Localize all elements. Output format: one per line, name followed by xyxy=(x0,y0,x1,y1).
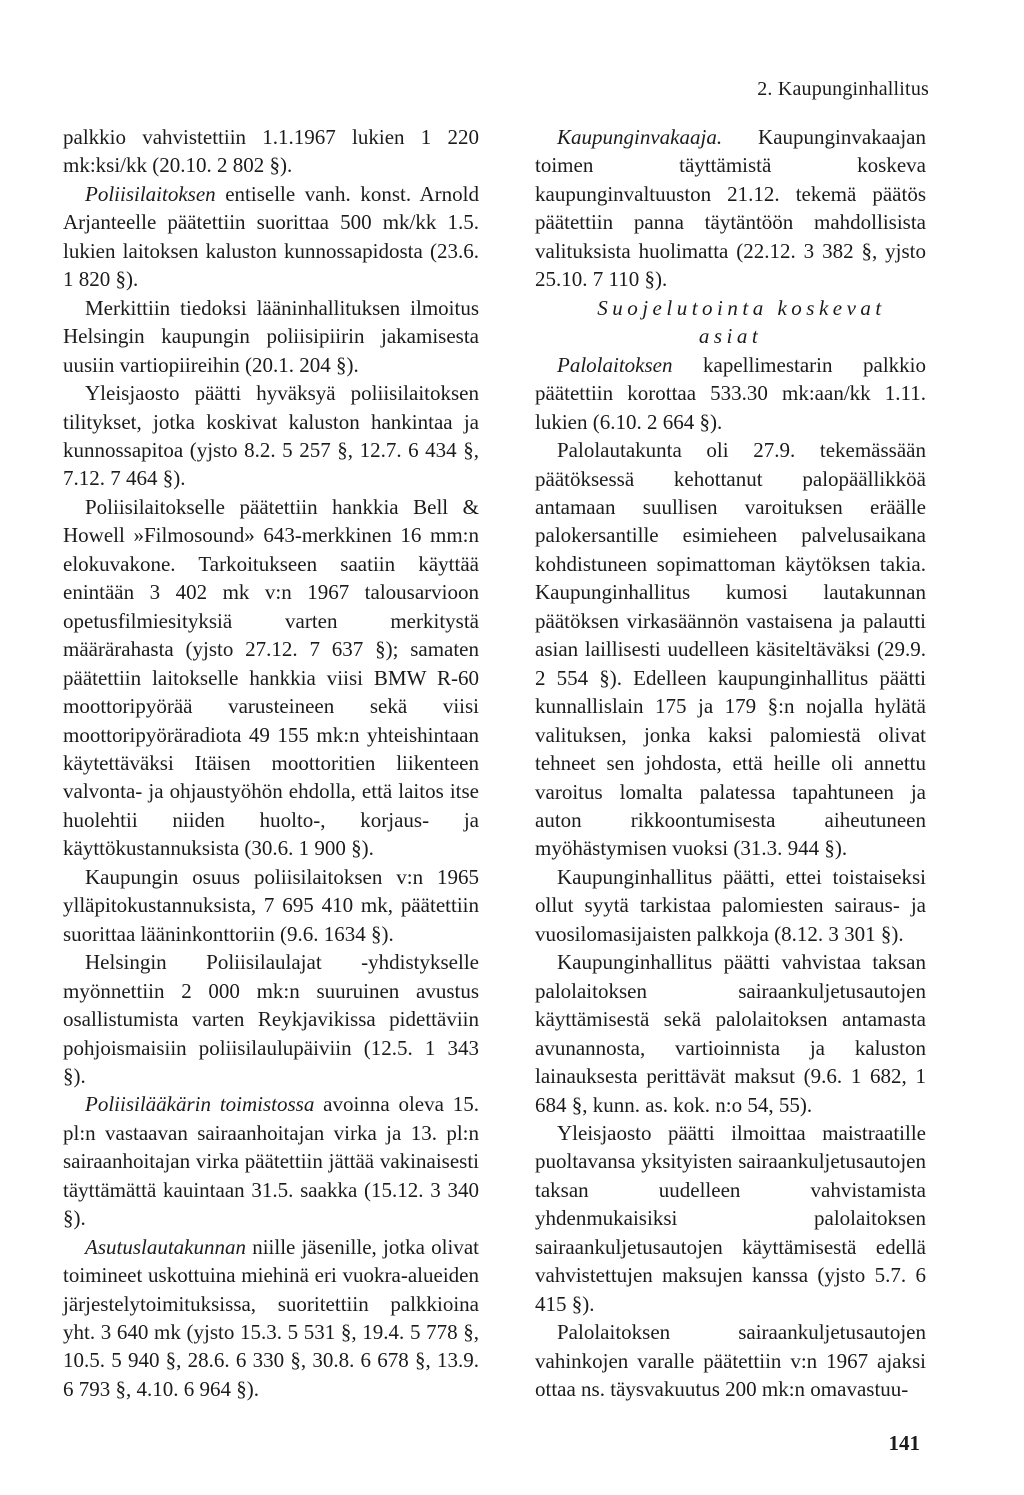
paragraph-lead: Palolaitoksen xyxy=(557,352,673,377)
paragraph xyxy=(535,123,926,294)
paragraph-text: avoinna oleva 15. pl:n vastaavan sairaanhoitajan virka ja 13. pl:n sairaanhoitajan virka päätettiin jättää vakinaisesti täyttämättä kauintaan 31.5. saakka (15.12. 3 340 §). xyxy=(63,1092,479,1231)
paragraph-lead: Asutuslautakunnan xyxy=(85,1234,246,1259)
paragraph-text: kapellimestarin palkkio päätettiin korottaa 533.30 mk:aan/kk 1.11. lukien (6.10. 2 664 §). xyxy=(535,352,926,434)
left-column xyxy=(63,123,479,1403)
paragraph-text: entiselle vanh. konst. Arnold Arjanteelle päätettiin suorittaa 500 mk/kk 1.5. lukien laitoksen kaluston kunnossapidosta (23.6. 1 820 §). xyxy=(63,181,479,292)
paragraph xyxy=(535,351,926,436)
section-heading: Suojelutointa koskevat asiat xyxy=(597,295,886,349)
paragraph: palkkio vahvistettiin 1.1.1967 lukien 1 220 mk:ksi/kk (20.10. 2 802 §). xyxy=(63,125,479,178)
page-number: 141 xyxy=(888,1431,920,1455)
paragraph-text: niille jäsenille, jotka olivat toimineet uskottuina miehinä eri vuokra-alueiden järjestelytoimituksissa, suoritettiin palkkioina yht. 3 640 mk (yjsto 15.3. 5 531 §, 19.4. 5 778 §, 10.5. 5 940 §, 28.6. 6 330 §, 30.8. 6 678 §, 13.9. 6 793 §, 4.10. 6 964 §). xyxy=(63,1234,479,1401)
paragraph: Palolautakunta oli 27.9. tekemässään päätöksessä kehottanut palopäällikköä antamaan suullisen varoituksen eräälle palokersantille esimieheen palvelusaikana kohdistuneen sopimattoman käytöksen takia. Kaupunginhallitus kumosi lautakunnan päätöksen virkasäännön vastaisena ja palautti asian laillisesti uudelleen käsiteltäväksi (29.9. 2 554 §). Edelleen kaupunginhallitus päätti kunnallislain 175 ja 179 §:n nojalla hylätä valituksen, jonka kaksi palomiestä olivat tehneet sen johdosta, että heille oli annettu varoitus lomalta palatessa tapahtuneen ja auton rikkoontumisesta aiheutuneen myöhästymisen vuoksi (31.3. 944 §). xyxy=(535,438,926,861)
paragraph xyxy=(63,1090,479,1232)
paragraph: Poliisilaitokselle päätettiin hankkia Bell & Howell »Filmosound» 643-merkkinen 16 mm:n elokuvakone. Tarkoitukseen saatiin käyttää enintään 3 402 mk v:n 1967 talousarvioon opetusfilmiesityksiä varten merkitystä määrärahasta (yjsto 27.12. 7 637 §); samaten päätettiin laitokselle hankkia viisi BMW R-60 moottoripyörää varusteineen sekä viisi moottoripyöräradiota 49 155 mk:n yhteishintaan käytettäväksi Itäisen moottoritien liikenteen valvonta- ja ohjaustyöhön ehdolla, että laitos itse huolehtii niiden huolto-, korjaus- ja käyttökustannuksista (30.6. 1 900 §). xyxy=(63,494,479,861)
paragraph: Yleisjaosto päätti ilmoittaa maistraatille puoltavansa yksityisten sairaankuljetusautojen taksan uudelleen vahvistamista yhdenmukaisiksi palolaitoksen sairaankuljetusautojen käyttämisestä edellä vahvistettujen maksujen kanssa (yjsto 5.7. 6 415 §). xyxy=(535,1120,926,1316)
paragraph-lead: Poliisilääkärin toimistossa xyxy=(85,1092,315,1117)
paragraph: Kaupunginhallitus päätti, ettei toistaiseksi ollut syytä tarkistaa palomiesten sairaus- ja vuosilomasijaisten palkkoja (8.12. 3 301 §). xyxy=(535,864,926,946)
paragraph: Yleisjaosto päätti hyväksyä poliisilaitoksen tilitykset, jotka koskivat kaluston hankintaa ja kunnossapitoa (yjsto 8.2. 5 257 §, 12.7. 6 434 §, 7.12. 7 464 §). xyxy=(63,381,479,491)
paragraph-text: Kaupunginvakaajan toimen täyttämistä koskeva kaupunginvaltuuston 21.12. tekemä päätös päätettiin panna täytäntöön mahdollisista valituksista huolimatta (22.12. 3 382 §, yjsto 25.10. 7 110 §). xyxy=(535,125,926,292)
paragraph: Palolaitoksen sairaankuljetusautojen vahinkojen varalle päätettiin v:n 1967 ajaksi ottaa ns. täysvakuutus 200 mk:n omavastuu- xyxy=(535,1320,926,1402)
running-header: 2. Kaupunginhallitus xyxy=(757,78,929,100)
paragraph: Kaupungin osuus poliisilaitoksen v:n 1965 ylläpitokustannuksista, 7 695 410 mk, päätettiin suorittaa lääninkonttoriin (9.6. 1634 §). xyxy=(63,864,479,946)
paragraph xyxy=(63,1233,479,1404)
paragraph: Kaupunginhallitus päätti vahvistaa taksan palolaitoksen sairaankuljetusautojen käyttämisestä sekä palolaitoksen antamasta avunannosta, vartioinnista ja kaluston lainauksesta perittävät maksut (9.6. 1 682, 1 684 §, kunn. as. kok. n:o 54, 55). xyxy=(535,950,926,1117)
paragraph-lead: Poliisilaitoksen xyxy=(85,181,216,206)
paragraph-lead: Kaupunginvakaaja. xyxy=(557,125,723,149)
paragraph: Merkittiin tiedoksi lääninhallituksen ilmoitus Helsingin kaupungin poliisipiirin jakamisesta uusiin vartiopiireihin (20.1. 204 §). xyxy=(63,295,479,377)
right-column xyxy=(535,123,926,1403)
paragraph xyxy=(63,180,479,294)
paragraph: Helsingin Poliisilaulajat -yhdistykselle myönnettiin 2 000 mk:n suuruinen avustus osallistumista varten Reykjavikissa pidettäviin pohjoismaisiin poliisilaulupäiviin (12.5. 1 343 §). xyxy=(63,950,479,1088)
